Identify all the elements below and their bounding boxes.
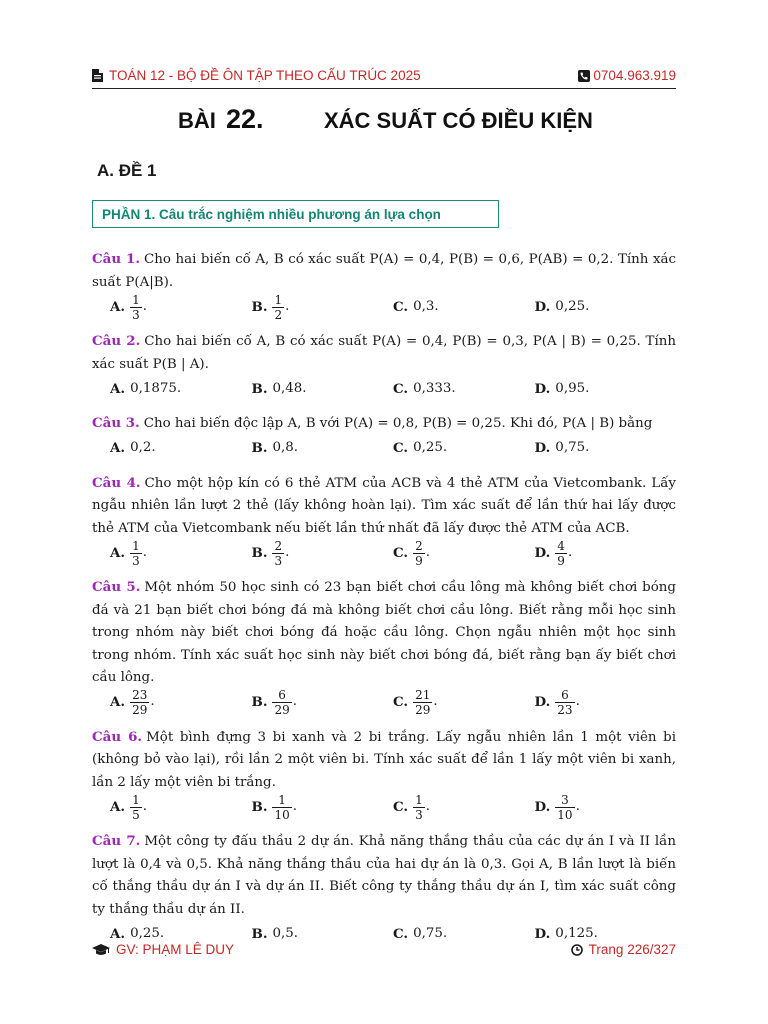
fraction-denominator: 3 [415,807,423,822]
question-1 [92,248,676,320]
fraction [272,689,291,716]
fraction-period: . [425,798,430,814]
option-letter: B. [251,298,268,315]
answer-option-b[interactable] [252,794,394,821]
answer-option-c[interactable] [393,296,535,319]
answer-option-b[interactable] [252,294,394,321]
option-letter: D. [534,798,551,815]
clock-icon [571,944,583,956]
part-title-box [92,200,499,228]
option-letter: A. [110,440,126,457]
option-text: 0,75. [555,440,590,456]
fraction-denominator: 29 [132,703,148,717]
fraction-period: . [575,798,580,814]
phone-icon [578,70,590,82]
lesson-prefix: BÀI [178,108,216,133]
answer-option-b[interactable] [252,437,394,460]
answer-option-c[interactable] [393,689,535,716]
fraction-period: . [285,298,290,314]
question-text-block [92,330,676,376]
answer-options [92,294,676,320]
answer-option-a[interactable] [110,378,252,401]
fraction-numerator: 3 [561,792,569,807]
answer-option-c[interactable] [393,378,535,401]
question-5 [92,576,676,716]
question-4 [92,472,676,567]
fraction-period: . [575,694,580,710]
option-letter: A. [110,544,126,561]
option-letter: A. [110,380,126,397]
fraction-denominator: 29 [274,703,290,717]
option-letter: A. [110,694,126,711]
answer-option-d[interactable] [535,296,677,319]
fraction [555,794,574,821]
answer-option-d[interactable] [535,689,677,716]
header-right [578,68,676,83]
fraction-numerator: 1 [278,792,286,807]
answer-option-a[interactable] [110,294,252,321]
question-2 [92,330,676,402]
option-text: 0,333. [413,380,456,396]
fraction-denominator: 10 [274,807,290,822]
option-letter: C. [393,925,409,942]
fraction-denominator: 3 [274,553,283,568]
fraction-numerator: 6 [278,688,286,702]
option-letter: C. [393,440,409,457]
footer-page: Trang 226/327 [588,942,676,957]
fraction-denominator: 5 [132,807,140,822]
fraction [272,540,284,567]
fraction-numerator: 2 [274,538,283,553]
question-text: Một công ty đấu thầu 2 dự án. Khả năng thắng thầu của các dự án I và II lần lượt là 0,4 và 0,5. Khả năng thắng thầu của hai dự án là 0,3. Gọi A, B lần lượt là biến cố thắng thầu dự án I và dự án II. Biết công ty thắng thầu dự án I, tìm xác suất công ty thắng thầu dự án II. [92,834,676,917]
question-text-block [92,830,676,921]
fraction [413,540,425,567]
question-text-block [92,576,676,690]
option-letter: B. [251,925,268,942]
answer-option-a[interactable] [110,540,252,567]
option-letter: C. [393,694,409,711]
fraction-period: . [425,544,430,560]
fraction-period: . [433,694,438,710]
question-text-block [92,412,676,436]
fraction-numerator: 2 [415,538,423,553]
option-text: 0,25. [130,925,165,941]
answer-options [92,540,676,566]
fraction-denominator: 9 [415,553,423,568]
option-text: 0,75. [413,925,448,941]
option-letter: C. [393,298,409,315]
option-text: 0,125. [555,925,598,941]
answer-options [92,436,676,462]
question-text: Cho hai biến độc lập A, B với P(A) = 0,8, P(B) = 0,25. Khi đó, P(A | B) bằng [143,416,653,431]
option-text: 0,25. [413,440,448,456]
question-label: Câu 3. [92,415,140,431]
option-letter: A. [110,298,126,315]
lesson-name: XÁC SUẤT CÓ ĐIỀU KIỆN [324,108,593,133]
header-phone: 0704.963.919 [593,68,676,83]
answer-option-d[interactable] [535,378,677,401]
fraction-period: . [567,544,573,560]
fraction-period: . [142,544,147,560]
fraction [413,794,425,821]
fraction [130,294,142,321]
option-letter: B. [251,380,268,397]
fraction-numerator: 21 [415,688,431,702]
fraction-numerator: 1 [274,292,283,307]
fraction-numerator: 1 [132,792,140,807]
option-text: 0,5. [272,925,299,941]
option-letter: A. [110,925,126,942]
fraction-period: . [142,798,147,814]
answer-option-d[interactable] [535,540,677,567]
page-header [92,66,676,89]
answer-options [92,690,676,716]
fraction-denominator: 9 [557,553,565,568]
fraction-numerator: 1 [132,538,140,553]
header-left [92,68,421,83]
fraction [130,540,142,567]
answer-option-c[interactable] [393,794,535,821]
fraction-numerator: 6 [561,688,569,702]
fraction [272,794,291,821]
fraction-numerator: 1 [415,792,423,807]
fraction-denominator: 3 [132,307,140,322]
option-letter: D. [534,298,551,315]
fraction-numerator: 23 [132,688,148,702]
option-letter: B. [251,694,268,711]
document-icon [92,69,103,82]
question-text: Cho hai biến cố A, B có xác suất P(A) = 0,4, P(B) = 0,3, P(A | B) = 0,25. Tính xác suất P(B | A). [92,334,676,372]
question-label: Câu 6. [92,728,143,745]
question-label: Câu 2. [92,333,141,349]
page-footer [92,942,676,962]
footer-right [571,942,676,957]
fraction [555,540,567,567]
question-label: Câu 4. [92,474,141,491]
answer-option-b[interactable] [252,689,394,716]
fraction-period: . [285,544,290,560]
fraction-denominator: 10 [557,807,573,822]
part-title: PHẦN 1. Câu trắc nghiệm nhiều phương án lựa chọn [102,207,441,222]
question-label: Câu 5. [92,579,141,595]
option-letter: D. [534,380,551,397]
footer-left [92,942,234,957]
fraction-numerator: 1 [132,292,140,307]
lesson-number: 22. [226,104,264,134]
fraction-denominator: 23 [557,703,573,717]
answer-option-a[interactable] [110,437,252,460]
header-title: TOÁN 12 - BỘ ĐỀ ÔN TẬP THEO CẤU TRÚC 2025 [109,68,421,83]
question-text: Cho hai biến cố A, B có xác suất P(A) = 0,4, P(B) = 0,6, P(AB) = 0,2. Tính xác suất P(A|B). [92,252,676,290]
answer-option-c[interactable] [393,437,535,460]
option-text: 0,95. [555,380,590,396]
option-letter: C. [393,544,409,561]
option-text: 0,48. [272,380,307,396]
question-text: Một nhóm 50 học sinh có 23 bạn biết chơi cầu lông mà không biết chơi bóng đá và 21 bạn biết chơi bóng đá mà không biết chơi cầu lông. Biết rằng mỗi học sinh trong nhóm này biết chơi bóng đá hoặc cầu lông. Chọn ngẫu nhiên một học sinh trong nhóm. Tính xác suất học sinh này biết chơi bóng đá, biết rằng bạn ấy biết chơi cầu lông. [92,580,677,685]
option-text: 0,1875. [130,380,182,396]
answer-options [92,794,676,820]
graduation-cap-icon [92,944,110,956]
question-text-block [92,248,676,294]
option-letter: D. [534,544,551,561]
answer-option-a[interactable] [110,689,252,716]
fraction-denominator: 2 [274,307,283,322]
option-letter: C. [393,380,409,397]
answer-option-c[interactable] [393,540,535,567]
answer-option-b[interactable] [252,378,394,401]
option-letter: D. [534,440,551,457]
option-letter: D. [534,694,551,711]
question-label: Câu 7. [92,833,141,849]
option-text: 0,8. [272,440,299,456]
fraction-period: . [150,694,155,710]
question-3 [92,412,676,462]
answer-option-d[interactable] [535,437,677,460]
option-letter: B. [251,798,268,815]
fraction-period: . [292,694,298,710]
answer-option-d[interactable] [535,794,677,821]
question-text-block [92,726,676,795]
fraction [130,794,142,821]
option-letter: A. [110,798,126,815]
option-letter: D. [534,925,551,942]
fraction [272,294,284,321]
lesson-title [178,104,618,138]
option-text: 0,2. [130,440,156,456]
answer-options [92,376,676,402]
fraction-period: . [142,298,147,314]
question-7 [92,830,676,947]
option-letter: C. [393,798,409,815]
option-text: 0,25. [555,298,590,314]
option-letter: B. [251,440,268,457]
fraction-denominator: 29 [415,703,431,717]
fraction-numerator: 4 [557,538,565,553]
fraction [555,689,574,716]
fraction-denominator: 3 [132,553,140,568]
fraction-period: . [292,798,298,814]
question-6 [92,726,676,821]
question-text: Một bình đựng 3 bi xanh và 2 bi trắng. Lấy ngẫu nhiên lần 1 một viên bi (không bỏ vào lại), rồi lần 2 một viên bi. Tính xác suất để lần 1 lấy một viên bi xanh, lần 2 lấy một viên bi trắng. [92,729,676,790]
section-title: A. ĐỀ 1 [97,161,157,180]
question-list [92,248,676,957]
question-label: Câu 1. [92,251,140,267]
fraction [413,689,432,716]
footer-teacher: GV: PHẠM LÊ DUY [116,942,235,957]
option-letter: B. [251,544,268,561]
option-text: 0,3. [413,298,439,314]
answer-option-b[interactable] [252,540,394,567]
answer-option-a[interactable] [110,794,252,821]
fraction [130,689,149,716]
question-text-block [92,472,676,541]
question-text: Cho một hộp kín có 6 thẻ ATM của ACB và 4 thẻ ATM của Vietcombank. Lấy ngẫu nhiên lần lượt 2 thẻ (lấy không hoàn lại). Tìm xác suất để lần thứ hai lấy được thẻ ATM của Vietcombank nếu biết lần thứ nhất đã lấy được thẻ ATM của ACB. [92,475,676,536]
